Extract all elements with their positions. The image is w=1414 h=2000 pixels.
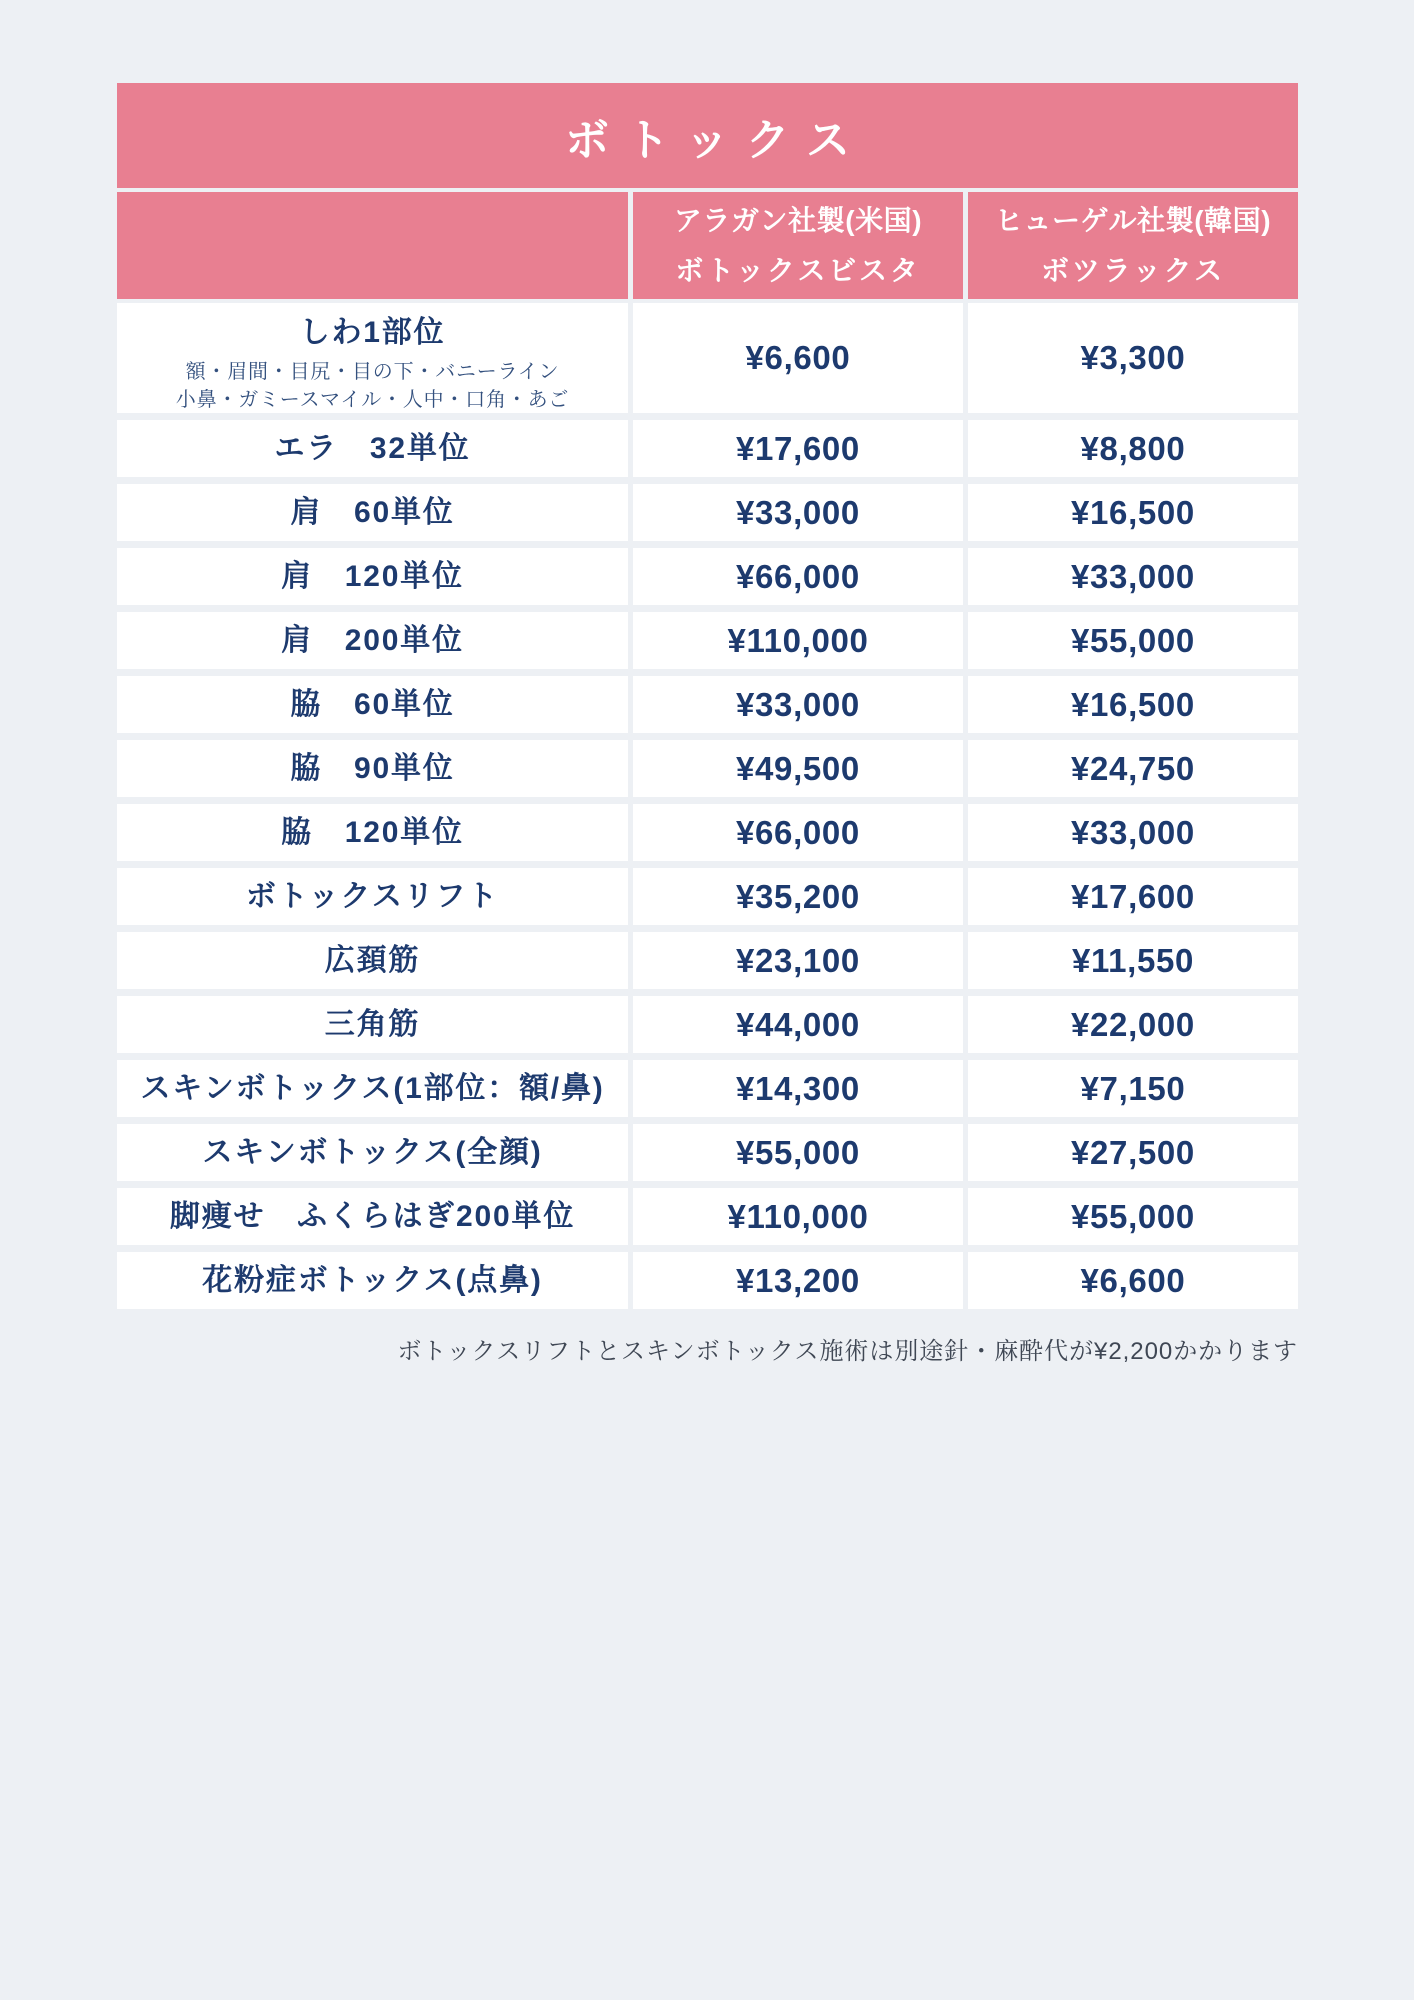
table-row (117, 548, 1298, 605)
price-allergan: ¥55,000 (633, 1124, 963, 1181)
price-allergan: ¥6,600 (633, 303, 963, 413)
price-hugel: ¥6,600 (968, 1252, 1298, 1309)
row-label: 花粉症ボトックス(点鼻) (202, 1264, 543, 1297)
row-label: しわ1部位 (299, 316, 446, 349)
price-allergan: ¥23,100 (633, 932, 963, 989)
price-allergan: ¥14,300 (633, 1060, 963, 1117)
price-allergan: ¥33,000 (633, 676, 963, 733)
footnote: ボトックスリフトとスキンボトックス施術は別途針・麻酔代が¥2,200かかります (397, 1338, 1298, 1365)
table-row (117, 932, 1298, 989)
table-row (117, 1188, 1298, 1245)
row-label: 肩 120単位 (281, 560, 464, 593)
row-label-cell (117, 1060, 628, 1117)
row-label-cell (117, 676, 628, 733)
table-header-row (117, 192, 1298, 299)
row-label: エラ 32単位 (274, 432, 471, 465)
price-hugel: ¥8,800 (968, 420, 1298, 477)
header-hugel-line2: ボツラックス (1041, 254, 1225, 286)
table-row (117, 676, 1298, 733)
price-hugel: ¥11,550 (968, 932, 1298, 989)
table-title-bar (117, 83, 1298, 188)
price-allergan: ¥33,000 (633, 484, 963, 541)
header-cell-allergan (633, 192, 963, 299)
price-hugel: ¥33,000 (968, 804, 1298, 861)
row-label-cell (117, 804, 628, 861)
price-hugel: ¥3,300 (968, 303, 1298, 413)
row-label-cell (117, 868, 628, 925)
row-label: 脇 90単位 (290, 752, 455, 785)
table-row (117, 1060, 1298, 1117)
price-allergan: ¥49,500 (633, 740, 963, 797)
price-hugel: ¥55,000 (968, 612, 1298, 669)
price-hugel: ¥24,750 (968, 740, 1298, 797)
botox-price-table (117, 83, 1298, 1309)
row-label-cell (117, 548, 628, 605)
table-title: ボトックス (564, 115, 867, 165)
row-label: スキンボトックス(全顔) (202, 1136, 543, 1169)
price-hugel: ¥55,000 (968, 1188, 1298, 1245)
row-label: 肩 200単位 (281, 624, 464, 657)
price-allergan: ¥66,000 (633, 804, 963, 861)
price-hugel: ¥16,500 (968, 484, 1298, 541)
row-label-cell (117, 420, 628, 477)
price-allergan: ¥44,000 (633, 996, 963, 1053)
table-row (117, 303, 1298, 413)
table-row (117, 484, 1298, 541)
table-row (117, 740, 1298, 797)
row-label-cell (117, 612, 628, 669)
price-allergan: ¥110,000 (633, 1188, 963, 1245)
price-hugel: ¥33,000 (968, 548, 1298, 605)
row-label-cell (117, 303, 628, 413)
price-hugel: ¥7,150 (968, 1060, 1298, 1117)
price-hugel: ¥22,000 (968, 996, 1298, 1053)
table-body (117, 303, 1298, 1309)
header-cell-empty (117, 192, 628, 299)
row-label-cell (117, 740, 628, 797)
row-label: 三角筋 (324, 1008, 421, 1041)
row-label-cell (117, 932, 628, 989)
row-label: 広頚筋 (324, 944, 421, 977)
price-allergan: ¥110,000 (633, 612, 963, 669)
row-sublabel: 額・眉間・目尻・目の下・バニーライン (185, 361, 560, 383)
price-hugel: ¥27,500 (968, 1124, 1298, 1181)
row-label-cell (117, 484, 628, 541)
price-allergan: ¥66,000 (633, 548, 963, 605)
table-row (117, 1252, 1298, 1309)
row-sublabel: 小鼻・ガミースマイル・人中・口角・あご (175, 389, 570, 411)
table-row (117, 612, 1298, 669)
row-label-cell (117, 996, 628, 1053)
row-label-cell (117, 1252, 628, 1309)
row-label: 脇 60単位 (290, 688, 455, 721)
price-allergan: ¥17,600 (633, 420, 963, 477)
header-allergan-line1: アラガン社製(米国) (673, 204, 923, 236)
row-label-cell (117, 1188, 628, 1245)
price-hugel: ¥16,500 (968, 676, 1298, 733)
row-label: 脇 120単位 (281, 816, 464, 849)
table-row (117, 868, 1298, 925)
price-hugel: ¥17,600 (968, 868, 1298, 925)
table-row (117, 1124, 1298, 1181)
row-label: スキンボトックス(1部位：額/鼻) (140, 1072, 605, 1105)
row-label-cell (117, 1124, 628, 1181)
header-cell-hugel (968, 192, 1298, 299)
price-allergan: ¥35,200 (633, 868, 963, 925)
header-allergan-line2: ボトックスビスタ (675, 254, 921, 286)
table-row (117, 804, 1298, 861)
row-label: 肩 60単位 (290, 496, 455, 529)
table-row (117, 420, 1298, 477)
table-row (117, 996, 1298, 1053)
row-label: ボトックスリフト (245, 880, 500, 913)
row-label: 脚痩せ ふくらはぎ200単位 (169, 1200, 576, 1233)
header-hugel-line1: ヒューゲル社製(韓国) (994, 204, 1272, 236)
price-allergan: ¥13,200 (633, 1252, 963, 1309)
